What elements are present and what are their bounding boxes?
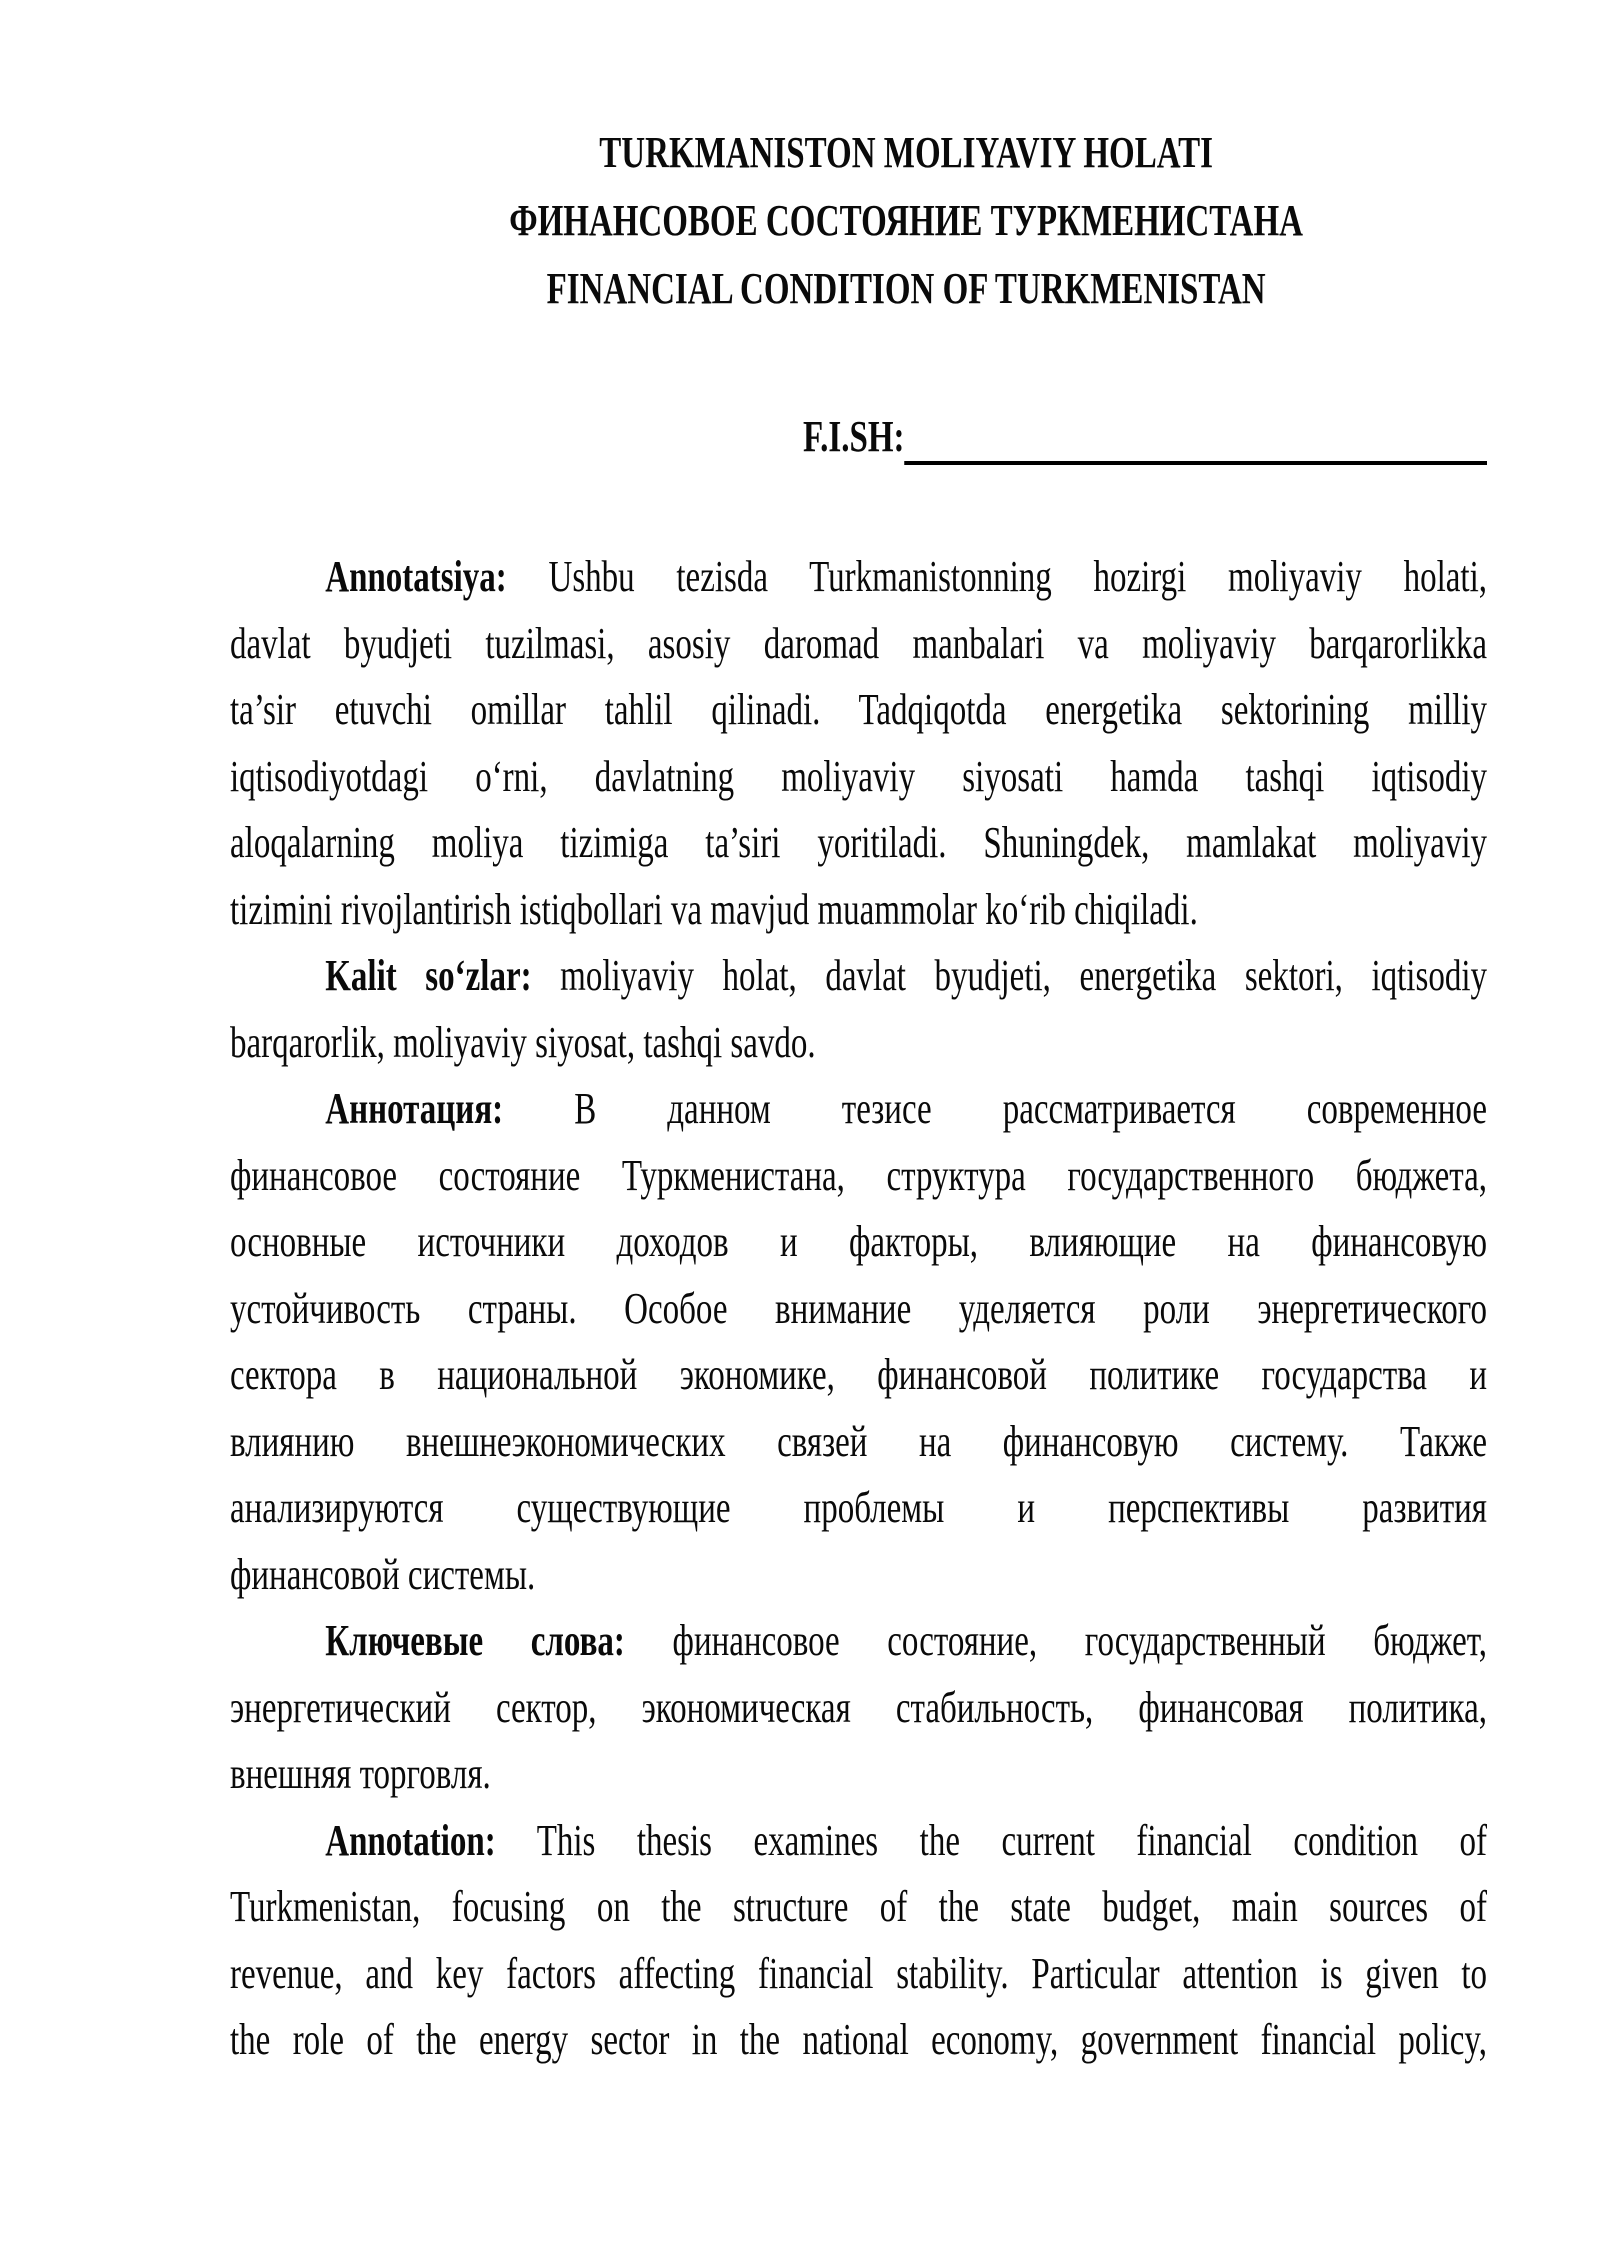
text-line (230, 544, 1487, 611)
uz-annotation-lead: Annotatsiya: (325, 552, 507, 601)
text-line (230, 1675, 1487, 1742)
document-title-block (230, 119, 1487, 323)
paragraph-ru-keywords-line (230, 1608, 1487, 1675)
title-line-russian (230, 187, 1487, 255)
paragraph-uz-keywords-line: barqarorlik, moliyaviy siyosat, tashqi savdo. (230, 1017, 816, 1067)
ru-annotation-text: В данном тезисе рассматривается современное (574, 1084, 1487, 1133)
text-line (230, 1010, 1487, 1077)
fish-line (230, 404, 1487, 470)
uz-keywords-text: moliyaviy holat, davlat byudjeti, energetika sektori, iqtisodiy (560, 951, 1487, 1000)
ru-annotation-lead: Аннотация: (325, 1084, 504, 1133)
paragraph-en-annotation-line: the role of the energy sector in the national economy, government financial policy, (230, 2015, 1487, 2064)
text-line (230, 1475, 1487, 1542)
paragraph-ru-annotation-line (230, 1076, 1487, 1143)
text-line (230, 1542, 1487, 1609)
text-line (230, 1409, 1487, 1476)
paragraph-ru-annotation-line: финансовое состояние Туркменистана, структура государственного бюджета, (230, 1150, 1487, 1200)
en-annotation-text: This thesis examines the current financial condition of (536, 1815, 1487, 1865)
paragraph-uz-annotation-line: iqtisodiyotdagi o‘rni, davlatning moliyaviy siyosati hamda tashqi iqtisodiy (230, 751, 1487, 801)
text-line (230, 744, 1487, 811)
paragraph-uz-keywords-line (230, 943, 1487, 1010)
paragraph-ru-annotation-line: основные источники доходов и факторы, влияющие на финансовую (230, 1217, 1487, 1266)
paragraph-uz-annotation-line: tizimini rivojlantirish istiqbollari va mavjud muammolar ko‘rib chiqiladi. (230, 884, 1198, 934)
fish-label: F.I.SH: (803, 412, 905, 461)
paragraph-uz-annotation-line: ta’sir etuvchi omillar tahlil qilinadi. Tadqiqotda energetika sektorining milliy (230, 685, 1487, 734)
paragraph-ru-annotation-line: анализируются существующие проблемы и перспективы развития (230, 1483, 1487, 1532)
title-russian: ФИНАНСОВОЕ СОСТОЯНИЕ ТУРКМЕНИСТАНА (509, 196, 1303, 245)
ru-keywords-lead: Ключевые слова: (325, 1616, 625, 1665)
text-line (230, 1209, 1487, 1276)
text-line (230, 877, 1487, 944)
text-line (230, 611, 1487, 678)
text-line (230, 1076, 1487, 1143)
paragraph-en-annotation-line: revenue, and key factors affecting financial stability. Particular attention is given to (230, 1948, 1487, 1998)
paragraph-ru-annotation-line: устойчивость страны. Особое внимание уделяется роли энергетического (230, 1283, 1487, 1333)
fish-blank-line (904, 404, 1487, 465)
text-line (230, 677, 1487, 744)
paragraph-ru-keywords-line: внешняя торговля. (230, 1749, 491, 1798)
fish-row (230, 404, 1487, 470)
document-body (230, 544, 1487, 2074)
paragraph-ru-annotation-line: финансовой системы. (230, 1549, 536, 1599)
uz-keywords-lead: Kalit so‘zlar: (325, 951, 532, 1000)
text-line (230, 1941, 1487, 2008)
title-line-uzbek (230, 119, 1487, 187)
en-annotation-lead: Annotation: (325, 1815, 496, 1865)
paragraph-uz-annotation-line: davlat byudjeti tuzilmasi, asosiy daromad manbalari va moliyaviy barqarorlikka (230, 618, 1487, 668)
title-line-english (230, 255, 1487, 323)
paragraph-uz-annotation-line (230, 544, 1487, 611)
text-line (230, 943, 1487, 1010)
paragraph-en-annotation-line (230, 1808, 1487, 1875)
paragraph-en-annotation-line: Turkmenistan, focusing on the structure of the state budget, main sources of (230, 1882, 1487, 1931)
ru-keywords-text: финансовое состояние, государственный бюджет, (672, 1616, 1487, 1665)
paragraph-ru-annotation-line: влиянию внешнеэкономических связей на финансовую систему. Также (230, 1416, 1487, 1466)
uz-annotation-text: Ushbu tezisda Turkmanistonning hozirgi moliyaviy holati, (548, 552, 1487, 601)
text-line (230, 1874, 1487, 1941)
text-line (230, 2007, 1487, 2074)
paragraph-ru-keywords-line: энергетический сектор, экономическая стабильность, финансовая политика, (230, 1682, 1487, 1732)
text-line (230, 1143, 1487, 1210)
text-line (230, 1808, 1487, 1875)
title-english: FINANCIAL CONDITION OF TURKMENISTAN (546, 264, 1266, 313)
paragraph-ru-annotation-line: сектора в национальной экономике, финансовой политике государства и (230, 1350, 1487, 1399)
title-uzbek: TURKMANISTON MOLIYAVIY HOLATI (599, 128, 1213, 177)
text-line (230, 1342, 1487, 1409)
paragraph-uz-annotation-line: aloqalarning moliya tizimiga ta’siri yoritiladi. Shuningdek, mamlakat moliyaviy (230, 818, 1487, 867)
text-line (230, 1608, 1487, 1675)
text-line (230, 1741, 1487, 1808)
text-line (230, 810, 1487, 877)
text-line (230, 1276, 1487, 1343)
